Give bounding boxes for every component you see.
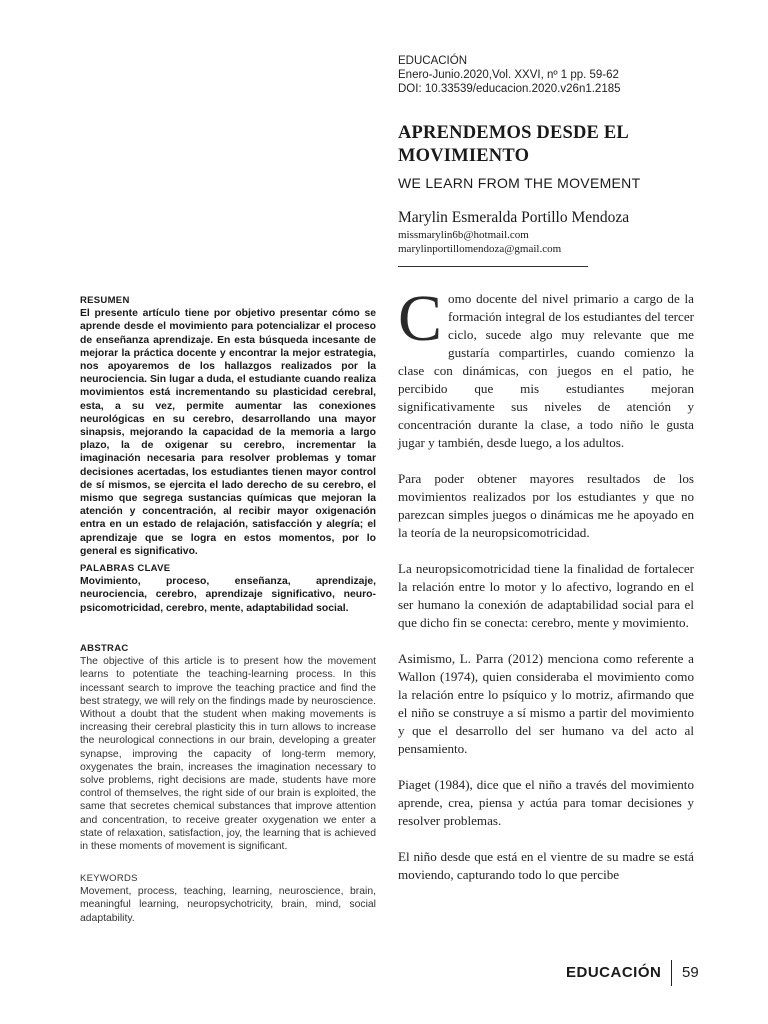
abstrac-section [80,642,376,853]
author-emails [398,228,561,256]
keywords-heading: KEYWORDS [80,873,138,884]
article-subtitle: WE LEARN FROM THE MOVEMENT [398,175,641,191]
author-name: Marylin Esmeralda Portillo Mendoza [398,209,630,226]
page-number: 59 [682,964,699,981]
body-column [398,282,694,902]
issue-info: Enero-Junio.2020,Vol. XXVI, nº 1 pp. 59-62 [398,69,619,81]
body-paragraph-6: El niño desde que está en el vientre de su madre se está moviendo, capturando todo lo que percibe [398,849,694,882]
author-email-1[interactable]: missmarylin6b@hotmail.com [398,229,529,241]
journal-name: EDUCACIÓN [398,55,468,67]
author-email-2[interactable]: marylinportillomendoza@gmail.com [398,243,562,255]
header-divider [398,266,588,267]
article-title: APRENDEMOS DESDE EL MOVIMIENTO [398,123,628,166]
footer-journal-label: EDUCACIÓN [566,964,662,981]
doi-link[interactable]: DOI: 10.33539/educacion.2020.v26n1.2185 [398,83,621,95]
drop-cap: C [398,282,443,355]
abstrac-heading: ABSTRAC [80,643,129,654]
journal-header [398,54,698,96]
footer-separator [671,960,672,986]
resumen-text: El presente artículo tiene por objetivo presentar cómo se aprende desde el movimiento para potencializar el proceso de enseñanza aprendizaje. En esta búsqueda incesante de mejorar la práctica docente y encontrar la mejor estrategia, nos apoyaremos de los hallazgos realizados por la neurociencia. Sin lugar a duda, el estudiante cuando realiza movimientos está incrementando su plasticidad cerebral, esta, a su vez, permite aumentar las conexiones neurológicas en su cerebro, desarrollando una mayor sinapsis, mejorando la capacidad de la memoria a largo plazo, la de oxigenar su cerebro, incrementar la imaginación necesaria para resolver problemas y tomar decisiones acertadas, los estudiantes tienen mayor control de sí mismos, se ejercita el lado derecho de su cerebro, el mismo que segrega sustancias químicas que mejoran la atención y concentración, al recibir mayor oxigenación entra en un estado de relajación, satisfacción y alegría; el aprendizaje que se logra en estos momentos, por lo general es significativo. [80,308,376,557]
keywords-text: Movement, process, teaching, learning, neuroscience, brain, meaningful learning, neuropsychotricity, brain, mind, social adaptability. [80,886,376,924]
abstrac-text: The objective of this article is to present how the movement learns to potentiate the teaching-learning process. In this incessant search to improve the teaching practice and find the best strategy, we will rely on the findings made by neuroscience. Without a doubt that the student when making movements is increasing their cerebral plasticity this in turn allows to increase the neurological connections in our brain, developing a greater synapse, improving the capacity of long-term memory, oxygenates the brain, increases the imagination necessary to solve problems, right decisions are made, students have more control of themselves, the right side of our brain is exploited, the same that secretes chemical substances that improve attention and concentration, to receive greater oxygenation we enter a state of relaxation, satisfaction, joy, the learning that is achieved in these moments of movement is significant. [80,656,376,853]
body-paragraph-4: Asimismo, L. Parra (2012) menciona como referente a Wallon (1974), quien consideraba el movimiento como la relación entre lo psíquico y lo motriz, afirmando que el niño se construye a sí mismo a partir del movimiento y que el desarrollo del ser humano va del acto al pensamiento. [398,651,694,756]
keywords-section [80,872,376,925]
body-paragraph-1: Como docente del nivel primario a cargo de la formación integral de los estudiantes del tercer ciclo, sucede algo muy relevante que me gustaría compartirles, cuando comienzo la clase con dinámicas, con juegos en el patio, he percibido que mis estudiantes mejoran significativamente sus niveles de atención y concentración durante la clase, a todo niño le gusta jugar y también, desde luego, a los adultos. [398,282,694,450]
palabras-clave-text: Movimiento, proceso, enseñanza, aprendizaje, neurociencia, cerebro, aprendizaje significativo, neuro-psicomotricidad, cerebro, mente, adaptabilidad social. [80,576,376,614]
body-paragraph-2: Para poder obtener mayores resultados de los movimientos realizados por los estudiantes y que no parezcan simples juegos o dinámicas me he apoyado en la teoría de la neuropsicomotricidad. [398,471,694,540]
body-paragraph-5: Piaget (1984), dice que el niño a través del movimiento aprende, crea, piensa y actúa para tomar decisiones y resolver problemas. [398,777,694,828]
resumen-section [80,294,376,558]
palabras-clave-section [80,562,376,615]
palabras-clave-heading: PALABRAS CLAVE [80,563,171,574]
resumen-heading: RESUMEN [80,295,130,306]
body-paragraph-3: La neuropsicomotricidad tiene la finalidad de fortalecer la relación entre lo motor y lo afectivo, logrando en el ser humano la conexión de adaptabilidad social para el que dicho fin se conecta: cerebro, mente y movimiento. [398,561,694,630]
